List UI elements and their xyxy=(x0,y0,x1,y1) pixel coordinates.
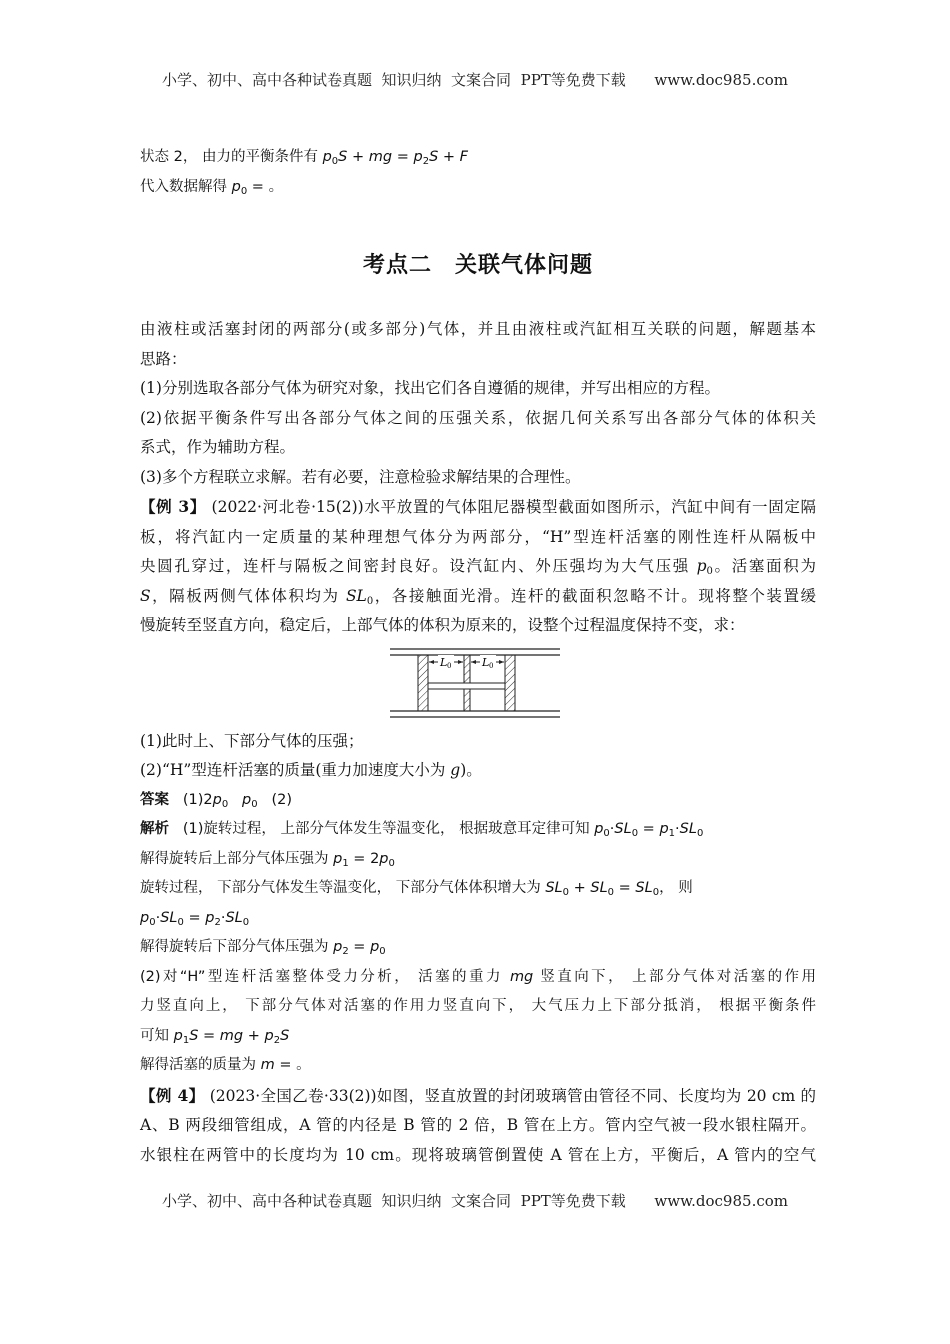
state2-result: 代入数据解得 $p_0$ = 。 xyxy=(140,178,284,197)
partition xyxy=(464,655,470,683)
analysis-line: 解得活塞的质量为 m = 。 xyxy=(140,1057,311,1073)
example-3-tag: 【例 3】 xyxy=(140,497,206,516)
dimension-label: L xyxy=(482,655,490,669)
analysis-line: 解得旋转后下部分气体压强为 $p_2 = p_0$ xyxy=(140,939,386,957)
answer-line: 答案 $(1)2p_0$ $p_0$ (2) xyxy=(140,791,292,810)
step-2: (2)依据平衡条件写出各部分气体之间的压强关系，依据几何关系写出各部分气体的体积关 xyxy=(140,408,816,427)
dimension-arrow xyxy=(499,660,504,664)
step-1: (1)分别选取各部分气体为研究对象，找出它们各自遵循的规律，并写出相应的方程。 xyxy=(140,379,720,397)
question-2: (2)“H”型连杆活塞的质量(重力加速度大小为 g)。 xyxy=(140,761,482,779)
svg-text:0: 0 xyxy=(447,661,452,670)
analysis-line: 力竖直向上， 下部分气体对活塞的作用力竖直向下， 大气压力上下部分抵消， 根据平衡条件 xyxy=(140,998,816,1014)
analysis-line: 解得旋转后上部分气体压强为 $p_1 = 2p_0$ xyxy=(140,850,395,869)
state2-line: 状态 2， 由力的平衡条件有 $p_0S$ + mg = $p_2S + F$ xyxy=(140,149,468,167)
answer-tag: 答案 xyxy=(140,791,169,808)
damper-diagram xyxy=(388,645,562,721)
left-piston xyxy=(418,655,428,711)
analysis-tag: 解析 xyxy=(140,821,169,837)
page-header: 小学、初中、高中各种试卷真题 知识归纳 文案合同 PPT等免费下载 www.doc985.com xyxy=(161,71,788,89)
step-3: (3)多个方程联立求解。若有必要，注意检验求解结果的合理性。 xyxy=(140,467,581,486)
partition xyxy=(464,689,470,711)
example-3-line: 板，将汽缸内一定质量的某种理想气体分为两部分，“H”型连杆活塞的刚性连杆从隔板中 xyxy=(140,527,816,546)
section-title: 考点二 关联气体问题 xyxy=(362,253,593,278)
example-4-line: 【例 4】 (2023·全国乙卷·33(2))如图，竖直放置的封闭玻璃管由管径不同、长度均为 20 cm 的 xyxy=(140,1085,816,1105)
dimension-label: L xyxy=(440,655,448,669)
example-3-line: 慢旋转至竖直方向，稳定后，上部气体的体积为原来的，设整个过程温度保持不变，求： xyxy=(140,616,745,634)
step-2-cont: 系式，作为辅助方程。 xyxy=(140,438,296,456)
example-4-tag: 【例 4】 xyxy=(140,1085,205,1105)
intro-line: 思路： xyxy=(140,349,187,368)
dimension-arrow xyxy=(429,660,434,664)
example-4-line: 水银柱在两管中的长度均为 10 cm。现将玻璃管倒置使 A 管在上方，平衡后，A 管内的空气 xyxy=(140,1145,816,1164)
connecting-rod xyxy=(428,683,505,689)
question-1: (1)此时上、下部分气体的压强； xyxy=(140,731,364,750)
analysis-line: 可知 $p_1S$ = mg + $p_2S$ xyxy=(140,1027,290,1046)
page-footer: 小学、初中、高中各种试卷真题 知识归纳 文案合同 PPT等免费下载 www.doc985.com xyxy=(161,1192,788,1210)
intro-line: 由液柱或活塞封闭的两部分(或多部分)气体，并且由液柱或汽缸相互关联的问题，解题基本 xyxy=(140,320,816,338)
dimension-arrow xyxy=(471,660,476,664)
example-4-line: A、B 两段细管组成，A 管的内径是 B 管的 2 倍，B 管在上方。管内空气被一段水银柱隔开。 xyxy=(140,1116,816,1134)
analysis-line: $p_0\cdot SL_0 = p_2\cdot SL_0$ xyxy=(140,909,250,928)
dimension-arrow xyxy=(458,660,463,664)
example-3-line: 央圆孔穿过，连杆与隔板之间密封良好。设汽缸内、外压强均为大气压强 $p_0$。活塞面积为 xyxy=(140,557,816,577)
example-3-line: 【例 3】 (2022·河北卷·15(2))水平放置的气体阻尼器模型截面如图所示，汽缸中间有一固定隔 xyxy=(140,497,817,516)
analysis-line: 解析 (1)旋转过程， 上部分气体发生等温变化， 根据玻意耳定律可知 $p_0\cdot SL_0 = p_1\cdot SL_0$ xyxy=(140,821,704,839)
document-body xyxy=(140,143,816,1170)
svg-text:0: 0 xyxy=(489,661,494,670)
example-3-line: S，隔板两侧气体体积均为 $SL_0$，各接触面光滑。连杆的截面积忽略不计。现将整个装置缓 xyxy=(140,586,816,607)
analysis-line: 旋转过程， 下部分气体发生等温变化， 下部分气体体积增大为 $SL_0 + SL_0 = SL_0$， 则 xyxy=(140,880,693,898)
right-piston xyxy=(505,655,515,711)
analysis-line: (2)对“H”型连杆活塞整体受力分析， 活塞的重力 mg 竖直向下， 上部分气体对活塞的作用 xyxy=(140,968,816,985)
